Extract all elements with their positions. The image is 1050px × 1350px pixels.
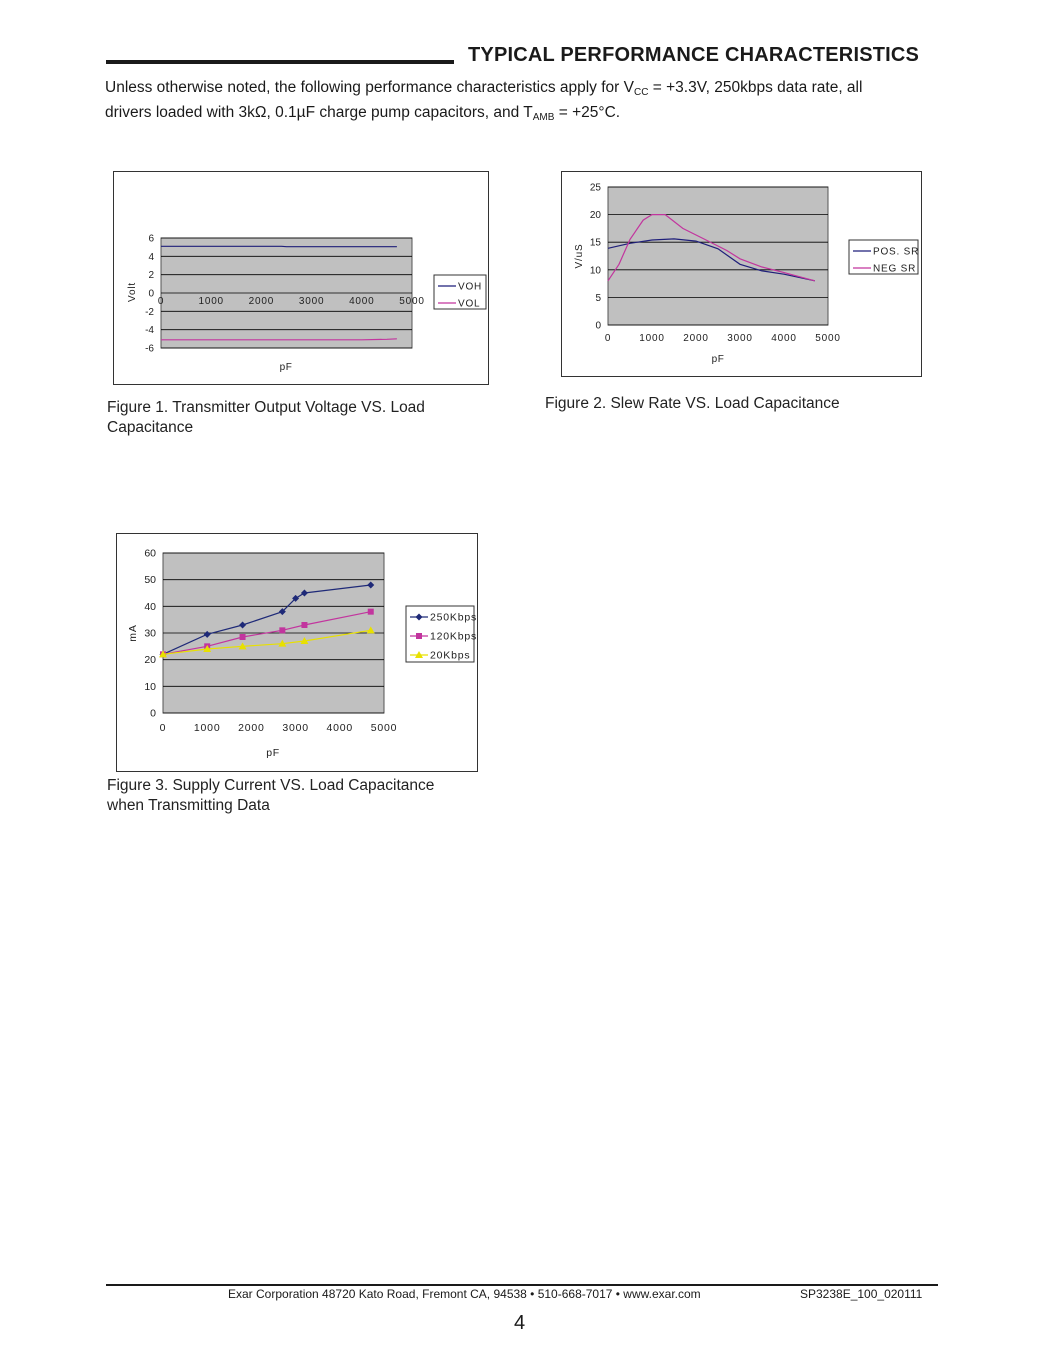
y-tick-label: 20: [589, 210, 601, 222]
x-axis-label: pF: [279, 362, 293, 373]
y-tick-label: 5: [595, 292, 601, 304]
x-tick-label: 3000: [727, 333, 753, 344]
x-tick-label: 3000: [282, 722, 309, 734]
y-tick-label: 15: [589, 237, 601, 249]
x-tick-label: 2000: [683, 333, 709, 344]
y-tick-label: 20: [144, 654, 156, 667]
footer-doc-id: SP3238E_100_020111: [800, 1287, 923, 1301]
intro-text-4: = +25°C.: [554, 104, 621, 121]
legend-label: 250Kbps: [430, 611, 477, 624]
x-tick-label: 1000: [198, 296, 224, 307]
y-tick-label: 0: [150, 707, 156, 720]
intro-text-3: drivers loaded with 3kΩ, 0.1µF charge pump capacitors, and T: [105, 104, 533, 121]
x-tick-label: 0: [159, 722, 167, 734]
x-tick-label: 4000: [326, 722, 354, 734]
intro-text-2: = +3.3V, 250kbps data rate, all: [648, 79, 863, 96]
chart-1-svg: [114, 172, 488, 384]
x-tick-label: 4000: [349, 296, 375, 307]
x-axis-label: pF: [266, 747, 280, 759]
x-tick-label: 5000: [370, 722, 398, 734]
x-tick-label: 2000: [238, 722, 265, 734]
data-point: [240, 634, 246, 640]
figure-1-caption-line-1: Figure 1. Transmitter Output Voltage VS. Load: [107, 399, 425, 416]
y-tick-label: 0: [148, 288, 154, 300]
header-rule: [106, 60, 454, 64]
y-tick-label: 50: [144, 574, 156, 587]
y-tick-label: -4: [145, 325, 154, 337]
x-tick-label: 3000: [298, 296, 325, 307]
legend-marker: [416, 633, 422, 639]
y-tick-label: -6: [145, 343, 154, 355]
chart-3-svg: [117, 534, 477, 771]
x-tick-label: 4000: [771, 333, 797, 344]
x-tick-label: 1000: [193, 722, 221, 734]
figure-3-caption-line-1: Figure 3. Supply Current VS. Load Capacitance: [107, 777, 435, 794]
figure-2-caption-line-1: Figure 2. Slew Rate VS. Load Capacitance: [545, 395, 840, 412]
x-tick-label: 1000: [639, 333, 665, 344]
figure-3-caption-line-2: when Transmitting Data: [107, 797, 270, 814]
y-tick-label: 60: [144, 547, 156, 560]
data-point: [279, 627, 285, 633]
figure-1-caption-line-2: Capacitance: [107, 419, 194, 436]
figure-2-caption: [545, 394, 925, 414]
tamb-subscript: AMB: [532, 112, 555, 123]
y-tick-label: 25: [589, 182, 601, 194]
figure-1-caption: [107, 398, 487, 438]
figure-1-chart: [113, 171, 489, 385]
vcc-subscript: CC: [633, 87, 649, 98]
footer-rule: [106, 1284, 938, 1286]
legend-label: VOL: [458, 298, 481, 310]
page-title: TYPICAL PERFORMANCE CHARACTERISTICS: [468, 44, 920, 66]
y-tick-label: 40: [144, 600, 156, 613]
x-tick-label: 0: [157, 296, 165, 307]
intro-line-1: [105, 78, 935, 103]
y-tick-label: 6: [148, 233, 154, 245]
y-tick-label: -2: [145, 306, 154, 318]
x-axis-label: pF: [711, 354, 725, 365]
y-tick-label: 4: [148, 251, 154, 263]
figure-3-caption: [107, 776, 487, 816]
y-tick-label: 30: [144, 627, 156, 640]
y-axis-label: Volt: [127, 282, 138, 302]
x-tick-label: 5000: [815, 333, 841, 344]
x-tick-label: 5000: [399, 296, 425, 307]
legend-label: NEG SR: [873, 263, 917, 275]
y-tick-label: 0: [595, 320, 601, 332]
y-tick-label: 2: [148, 270, 154, 282]
y-axis-label: V/uS: [574, 243, 585, 269]
intro-text-1: Unless otherwise noted, the following performance characteristics apply for V: [105, 79, 634, 96]
footer-address: Exar Corporation 48720 Kato Road, Fremont CA, 94538 • 510-668-7017 • www.exar.com: [228, 1287, 701, 1301]
legend-label: 20Kbps: [430, 649, 471, 662]
y-tick-label: 10: [144, 680, 156, 693]
y-axis-label: mA: [127, 624, 139, 642]
x-tick-label: 2000: [248, 296, 275, 307]
intro-paragraph: [105, 78, 935, 128]
legend-label: 120Kbps: [430, 630, 477, 643]
y-tick-label: 10: [589, 265, 601, 277]
data-point: [301, 622, 307, 628]
data-point: [368, 609, 374, 615]
figure-2-chart: [561, 171, 922, 377]
page-number: 4: [514, 1312, 526, 1334]
plot-area: [608, 187, 828, 325]
legend-label: VOH: [458, 281, 483, 293]
legend-label: POS. SR: [873, 246, 920, 258]
x-tick-label: 0: [604, 333, 612, 344]
intro-line-2: [105, 103, 935, 128]
chart-2-svg: [562, 172, 921, 376]
figure-3-chart: [116, 533, 478, 772]
